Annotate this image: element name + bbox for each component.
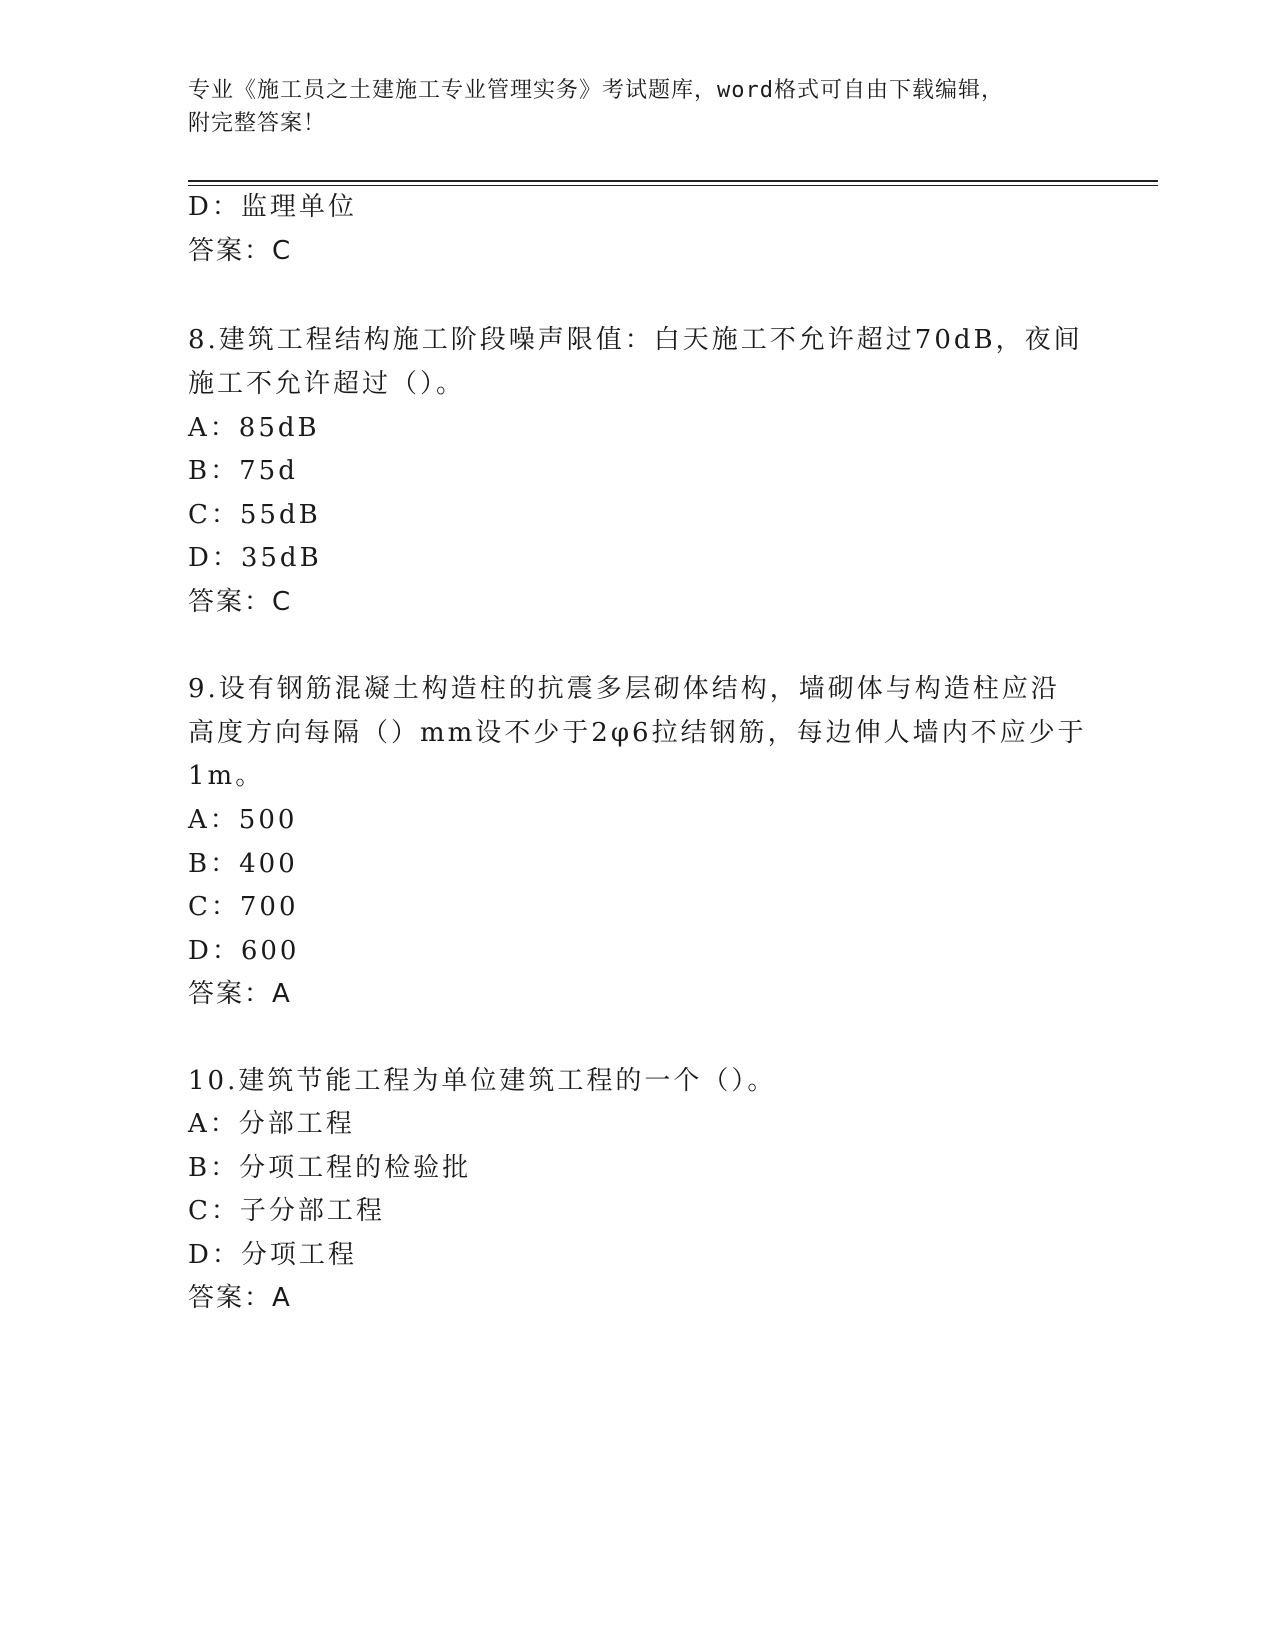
question-8-option-c: C：55dB <box>188 500 321 530</box>
question-8-option-d: D：35dB <box>188 543 322 573</box>
question-10-option-a: A：分部工程 <box>188 1109 355 1139</box>
question-9-option-b: B：400 <box>188 849 298 879</box>
prev-option-d: D：监理单位 <box>188 192 357 222</box>
question-9-stem-line-2: 高度方向每隔（）mm设不少于2φ6拉结钢筋，每边伸人墙内不应少于 <box>188 718 1087 748</box>
question-8-option-a: A：85dB <box>188 413 320 443</box>
question-9-option-d: D：600 <box>188 936 300 966</box>
question-8-stem-line-1: 8.建筑工程结构施工阶段噪声限值：白天施工不允许超过70dB，夜间 <box>188 325 1083 355</box>
header-divider-bottom <box>188 185 1158 186</box>
question-9-option-a: A：500 <box>188 805 298 835</box>
question-10-answer: 答案：A <box>188 1283 292 1313</box>
question-8-answer: 答案：C <box>188 587 293 617</box>
question-9-stem-line-3: 1m。 <box>188 761 265 791</box>
question-9-answer: 答案：A <box>188 979 292 1009</box>
document-header <box>188 74 1088 140</box>
question-10-stem-line-1: 10.建筑节能工程为单位建筑工程的一个（）。 <box>188 1066 777 1096</box>
header-line-1: 专业《施工员之土建施工专业管理实务》考试题库，word格式可自由下载编辑， <box>188 78 1004 103</box>
question-9-stem-line-1: 9.设有钢筋混凝土构造柱的抗震多层砌体结构，墙砌体与构造柱应沿 <box>188 674 1060 704</box>
question-9-option-c: C：700 <box>188 892 299 922</box>
question-10-option-c: C：子分部工程 <box>188 1196 385 1226</box>
header-divider-top <box>188 180 1158 182</box>
question-10-option-b: B：分项工程的检验批 <box>188 1153 472 1183</box>
question-8-option-b: B：75d <box>188 456 298 486</box>
question-8-stem-line-2: 施工不允许超过（）。 <box>188 369 466 399</box>
question-10-option-d: D：分项工程 <box>188 1240 357 1270</box>
prev-answer: 答案：C <box>188 236 293 266</box>
header-line-2: 附完整答案！ <box>188 111 327 136</box>
